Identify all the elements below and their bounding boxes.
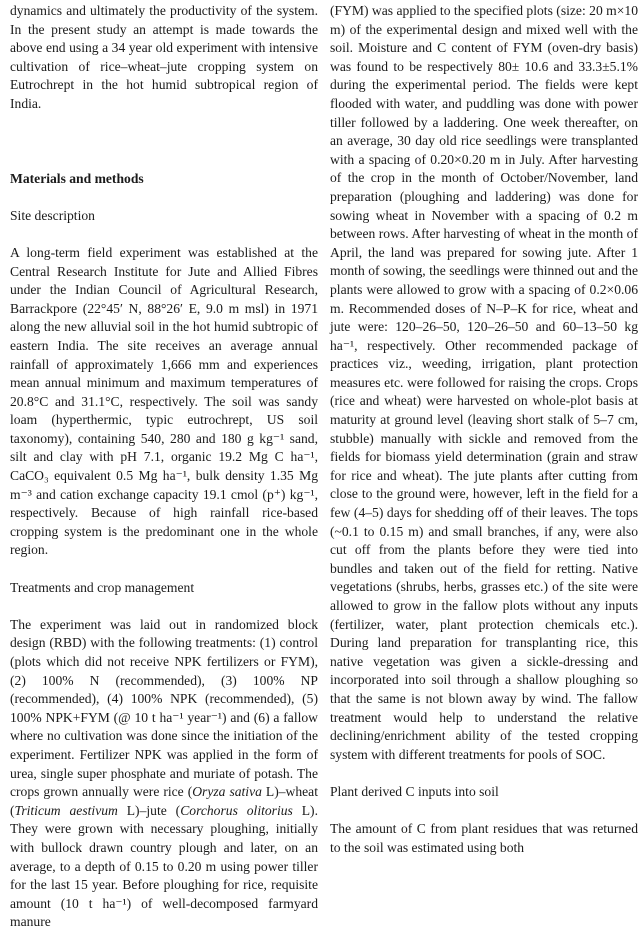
- treatments-heading: Treatments and crop management: [10, 579, 195, 595]
- species-wheat: Triticum aestivum: [14, 802, 118, 818]
- right-column: [330, 2, 638, 857]
- plant-carbon-heading: Plant derived C inputs into soil: [330, 783, 499, 799]
- materials-methods-heading: Materials and methods: [10, 170, 144, 186]
- left-column: [10, 2, 318, 932]
- site-description-paragraph: A long-term field experiment was established at the Central Research Institute for Jute and Allied Fibres under the Indian Council of Agricultural Research, Barrackpore (22°45′ N, 88°26′ E, 9.0 m msl) in 1971 along the new alluvial soil in the hot humid subtropic of eastern India. The site receives an average annual rainfall of approximately 1,666 mm and experiences mean annual minimum and maximum temperatures of 20.8°C and 31.1°C, respectively. The soil was sandy loam (hyperthermic, typic eutrochrept, US soil taxonomy), containing 540, 280 and 180 g kg⁻¹ sand, silt and clay with pH 7.1, organic 19.2 Mg C ha⁻¹, CaCO₃ equivalent 0.5 Mg ha⁻¹, bulk density 1.35 Mg m⁻³ and cation exchange capacity 19.1 cmol (p⁺) kg⁻¹, respectively. Because of high rainfall rice-based cropping system is the predominant one in the whole region.: [10, 244, 318, 558]
- plant-carbon-paragraph: The amount of C from plant residues that was returned to the soil was estimated using both: [330, 821, 638, 855]
- treatments-text-d: L). They were grown with necessary ploughing, initially with bullock drawn country plough and later, on an average, to a depth of 0.15 to 0.20 m using power tiller for the last 15 year. Before ploughing for rice, requisite amount (10 t ha⁻¹) of well-decomposed farmyard manure: [10, 802, 318, 930]
- crop-management-paragraph: (FYM) was applied to the specified plots (size: 20 m×10 m) of the experimental design and mixed well with the soil. Moisture and C content of FYM (oven-dry basis) was found to be respectively 80± 10.6 and 33.3±5.1% during the experimental period. The fields were kept flooded with water, and puddling was done with power tiller followed by a laddering. One week thereafter, on an average, 30 day old rice seedlings were transplanted with a spacing of 0.20×0.20 m in July. After harvesting of the crop in the month of October/November, land preparation (ploughing and laddering) was done for sowing wheat in November with a spacing of 0.2 m between rows. After harvesting of wheat in the month of April, the land was prepared for sowing jute. After 1 month of sowing, the seedlings were thinned out and the plants were allowed to grow with a spacing of 0.2×0.06 m. Recommended doses of N–P–K for rice, wheat and jute were: 120–26–50, 120–26–50 and 60–13–50 kg ha⁻¹, respectively. Other recommended package of practices viz., weeding, irrigation, plant protection measures etc. were followed for raising the crops. Crops (rice and wheat) were harvested on whole-plot basis at maturity at ground level (leaving short stalk of 5–7 cm, stubble) manually with sickle and removed from the fields for biomass yield determination (grain and straw for rice and wheat). The jute plants after cutting from close to the ground were, however, left in the field for a few (4–5) days for shedding off of their leaves. The tops (~0.1 to 0.15 m) and small branches, if any, were also cut off from the plants before they were tied into bundles and taken out of the field for retting. Native vegetations (shrubs, herbs, grasses etc.) of the site were allowed to grow in the fallow plots without any inputs (fertilizer, water, plant protection chemicals etc.). During land preparation for transplanting rice, this native vegetation was given a sickle-dressing and incorporated into soil through a shallow ploughing so that the same is not blown away by wind. The fallow treatment would help to understand the relative declining/enrichment ability of the tested cropping system with different treatments for pools of SOC.: [330, 3, 638, 762]
- treatments-text-a: The experiment was laid out in randomized block design (RBD) with the following treatments: (1) control (plots which did not receive NPK fertilizers or FYM), (2) 100% N (recommended), (3) 100% NP (recommended), (4) 100% NPK (recommended), (5) 100% NPK+FYM (@ 10 t ha⁻¹ year⁻¹) and (6) a fallow where no cultivation was done since the initiation of the experiment. Fertilizer NPK was applied in the form of urea, single super phosphate and muriate of potash. The crops grown annually were rice (: [10, 616, 318, 800]
- intro-paragraph-end: dynamics and ultimately the productivity of the system. In the present study an attempt is made towards the above end using a 34 year old experiment with intensive cultivation of rice–wheat–jute cropping system on Eutrochrept in the hot humid subtropical region of India.: [10, 3, 318, 111]
- site-description-heading: Site description: [10, 207, 95, 223]
- treatments-text-b: L)–wheat (: [10, 784, 318, 818]
- species-rice: Oryza sativa: [192, 784, 262, 800]
- treatments-text-c: L)–jute (: [117, 802, 181, 818]
- species-jute: Corchorus olitorius: [180, 802, 293, 818]
- treatments-paragraph: [10, 616, 318, 932]
